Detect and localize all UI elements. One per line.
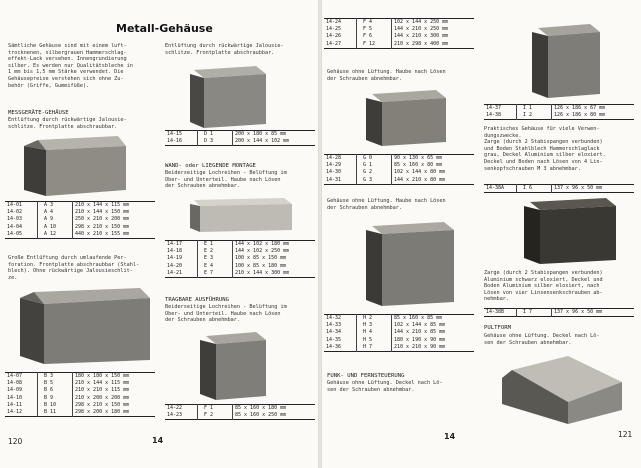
housing-image-f — [196, 330, 272, 402]
article-code: 14-08 — [7, 380, 23, 387]
dimensions: 210 x 144 x 150 mm — [75, 209, 130, 216]
table-row — [324, 33, 474, 40]
intro-text: Sämtliche Gehäuse sind mit einem luft- trocknenen, silbergrauen Hammerschlag- effekt-Lack versehen. Innengrundierung silber. Es werden nur Qualitätsbleche in 1 mm bis 1,5 mm Stärke verwendet. Die Gehäusepreise verstehen sich ohne Zu- behör (Griffe, Gummifüße). — [8, 43, 133, 89]
spec-table-d — [165, 130, 315, 146]
dimensions: 126 x 186 x 67 mm — [554, 105, 606, 111]
article-code: 14-28 — [326, 155, 342, 161]
type-code: E 1 — [198, 241, 233, 249]
table-row — [484, 105, 634, 113]
table-row — [484, 185, 634, 193]
type-code: I 2 — [517, 112, 552, 120]
article-code: 14-21 — [167, 269, 183, 276]
type-code: F 12 — [357, 41, 392, 49]
article-code: 14-04 — [7, 223, 23, 230]
article-code: 14-18 — [167, 248, 183, 255]
table-row — [165, 248, 315, 255]
dimensions: 210 x 298 x 400 mm — [394, 40, 449, 47]
type-code: F 1 — [198, 405, 233, 413]
article-code: 14-26 — [326, 33, 342, 40]
housing-image-b — [10, 286, 160, 366]
spec-table-b — [5, 372, 155, 417]
dimensions: 210 x 144 x 115 mm — [75, 380, 130, 387]
type-code: H 4 — [357, 329, 392, 336]
article-code: 14-05 — [7, 230, 23, 237]
type-code: F 2 — [198, 412, 233, 420]
section-desc-g: Gehäuse ohne Lüftung. Haube nach Lösen der Schrauben abnehmbar. — [327, 69, 446, 82]
type-code: F 4 — [357, 19, 392, 27]
page-number-right: 121 — [618, 430, 633, 439]
table-row — [484, 309, 634, 317]
spec-table-i7 — [484, 308, 634, 317]
housing-image-e — [186, 194, 296, 236]
type-code: D 3 — [198, 138, 233, 146]
type-code: B 10 — [38, 402, 73, 409]
spec-table-f-cont — [324, 18, 474, 49]
table-row — [324, 41, 474, 49]
section-desc-pultform: Gehäuse ohne Lüftung. Deckel nach Lö- sen der Schrauben abnehmbar. — [484, 333, 600, 346]
spec-table-i — [484, 104, 634, 120]
article-code: 14-07 — [7, 373, 23, 379]
table-row — [324, 169, 474, 176]
table-row — [324, 19, 474, 27]
dimensions: 210 x 210 x 115 mm — [75, 387, 130, 394]
section-desc-wand: Beiderseitige Lochreihen - Belüftung im Ober- und Unterteil. Haube nach Lösen der Schrauben abnehmbar. — [165, 170, 287, 190]
table-row — [324, 162, 474, 169]
section-desc-i: Praktisches Gehäuse für viele Verwen- dungszwecke. Zarge (durch 2 Stabispangen verbunden) und Boden Stahlblech Hammerschlaglack grau, Deckel Aluminium silber eloxiert. Deckel und Boden nach Lösen von 4 Lin- senkopfschrauben M 3 abnehmbar. — [484, 126, 606, 172]
section-desc-i7: Zarge (durch 2 Stabispangen verbunden) Aluminium schwarz eloxiert, Deckel und Boden Aluminium silber eloxiert, nach Lösen von vier Linsensenkschrauben ab- nehmbar. — [484, 270, 603, 303]
dimensions: 137 x 96 x 50 mm — [554, 309, 603, 315]
table-row — [5, 387, 155, 394]
article-code: 14-38B — [486, 309, 505, 315]
dimensions: 210 x 210 x 90 mm — [394, 343, 446, 350]
dimensions: 102 x 144 x 250 mm — [394, 19, 449, 25]
dimensions: 144 x 210 x 80 mm — [394, 176, 446, 183]
section-heading-tragbar: TRAGBARE AUSFÜHRUNG — [165, 297, 229, 303]
section-desc-h: Gehäuse ohne Lüftung. Haube nach Lösen der Schrauben abnehmbar. — [327, 198, 446, 211]
table-row — [5, 402, 155, 409]
type-code: H 3 — [357, 322, 392, 329]
type-code: G 2 — [357, 169, 392, 176]
table-row — [5, 202, 155, 210]
article-code: 14-34 — [326, 329, 342, 336]
table-row — [324, 322, 474, 329]
table-row — [165, 412, 315, 420]
section-number-right: 14 — [444, 432, 456, 441]
type-code: B 6 — [38, 387, 73, 394]
article-code: 14-01 — [7, 202, 23, 208]
article-code: 14-29 — [326, 162, 342, 169]
dimensions: 85 x 160 x 85 mm — [394, 315, 443, 321]
dimensions: 180 x 180 x 150 mm — [75, 373, 130, 379]
spec-table-a — [5, 201, 155, 239]
type-code: B 5 — [38, 380, 73, 387]
article-code: 14-03 — [7, 216, 23, 223]
table-row — [324, 329, 474, 336]
dimensions: 144 x 102 x 250 mm — [235, 248, 290, 255]
article-code: 14-35 — [326, 336, 342, 343]
table-row — [5, 216, 155, 223]
article-code: 14-15 — [167, 131, 183, 137]
type-code: E 4 — [198, 263, 233, 270]
spec-table-i6 — [484, 184, 634, 193]
type-code: I 6 — [517, 185, 552, 193]
type-code: A 4 — [38, 209, 73, 216]
type-code: G 1 — [357, 162, 392, 169]
table-row — [165, 270, 315, 278]
housing-image-i — [520, 196, 620, 268]
dimensions: 100 x 85 x 150 mm — [235, 255, 287, 262]
section-heading-funk: FUNK- UND FERNSTEUERUNG — [327, 373, 405, 379]
type-code: F 5 — [357, 26, 392, 33]
article-code: 14-25 — [326, 26, 342, 33]
table-row — [165, 255, 315, 262]
table-row — [5, 224, 155, 231]
article-code: 14-38A — [486, 185, 505, 191]
page-number-left: 120 — [8, 437, 23, 446]
table-row — [165, 138, 315, 146]
left-page — [0, 0, 318, 468]
housing-image-g — [362, 88, 450, 150]
type-code: D 1 — [198, 131, 233, 139]
dimensions: 144 x 210 x 300 mm — [394, 33, 449, 40]
article-code: 14-11 — [7, 401, 23, 408]
table-row — [324, 337, 474, 344]
article-code: 14-09 — [7, 387, 23, 394]
table-row — [165, 405, 315, 413]
dimensions: 85 x 160 x 250 mm — [235, 412, 287, 419]
article-code: 14-33 — [326, 322, 342, 329]
article-code: 14-17 — [167, 241, 183, 247]
article-code: 14-12 — [7, 409, 23, 416]
article-code: 14-36 — [326, 343, 342, 350]
dimensions: 102 x 144 x 80 mm — [394, 169, 446, 176]
dimensions: 210 x 200 x 200 mm — [75, 394, 130, 401]
table-row — [165, 131, 315, 139]
article-code: 14-37 — [486, 105, 502, 111]
spec-table-f — [165, 404, 315, 420]
section-number-left: 14 — [152, 436, 164, 445]
type-code: B 11 — [38, 409, 73, 417]
table-row — [165, 263, 315, 270]
article-code: 14-38 — [486, 112, 502, 119]
type-code: A 3 — [38, 202, 73, 210]
spec-table-g — [324, 154, 474, 185]
type-code: H 7 — [357, 344, 392, 352]
dimensions: 85 x 160 x 80 mm — [394, 162, 443, 169]
type-code: B 9 — [38, 395, 73, 402]
dimensions: 210 x 144 x 300 mm — [235, 269, 290, 276]
table-row — [5, 409, 155, 417]
table-row — [324, 26, 474, 33]
table-row — [324, 315, 474, 323]
section-desc-jalousie: Entlüftung durch rückwärtige Jalousie- schlitze. Frontplatte abschraubbar. — [165, 43, 284, 56]
page-title: Metall-Gehäuse — [116, 22, 213, 35]
dimensions: 126 x 186 x 80 mm — [554, 112, 606, 119]
type-code: I 7 — [517, 309, 552, 317]
article-code: 14-02 — [7, 209, 23, 216]
article-code: 14-32 — [326, 315, 342, 321]
type-code: E 3 — [198, 255, 233, 262]
type-code: G 3 — [357, 177, 392, 185]
housing-image-h — [362, 220, 460, 310]
dimensions: 200 x 180 x 85 mm — [235, 131, 287, 137]
dimensions: 250 x 210 x 200 mm — [75, 216, 130, 223]
table-row — [5, 395, 155, 402]
table-row — [5, 373, 155, 381]
dimensions: 100 x 85 x 180 mm — [235, 262, 287, 269]
dimensions: 298 x 210 x 150 mm — [75, 401, 130, 408]
dimensions: 144 x 102 x 180 mm — [235, 241, 290, 247]
dimensions: 200 x 144 x 102 mm — [235, 138, 290, 145]
table-row — [484, 112, 634, 120]
dimensions: 137 x 96 x 50 mm — [554, 185, 603, 191]
housing-image-d — [186, 62, 272, 130]
article-code: 14-24 — [326, 19, 342, 25]
table-row — [5, 380, 155, 387]
type-code: A 12 — [38, 231, 73, 239]
dimensions: 144 x 210 x 250 mm — [394, 26, 449, 33]
dimensions: 85 x 160 x 180 mm — [235, 405, 287, 411]
section-desc-funk: Gehäuse ohne Lüftung. Deckel nach Lö- sen der Schrauben abnehmbar. — [327, 380, 443, 393]
housing-image-f-large — [528, 22, 604, 100]
right-page — [322, 0, 641, 468]
article-code: 14-19 — [167, 255, 183, 262]
dimensions: 144 x 210 x 85 mm — [394, 329, 446, 336]
type-code: F 6 — [357, 33, 392, 40]
article-code: 14-20 — [167, 262, 183, 269]
section-desc-tragbar: Beiderseitige Lochreihen - Belüftung im Ober- und Unterteil. Haube nach Lösen der Schrauben abnehmbar. — [165, 304, 287, 324]
type-code: B 3 — [38, 373, 73, 381]
dimensions: 180 x 190 x 90 mm — [394, 336, 446, 343]
table-row — [324, 155, 474, 163]
dimensions: 210 x 144 x 115 mm — [75, 202, 130, 208]
section-heading-pultform: PULTFORM — [484, 325, 511, 331]
dimensions: 90 x 130 x 65 mm — [394, 155, 443, 161]
article-code: 14-27 — [326, 40, 342, 47]
article-code: 14-10 — [7, 394, 23, 401]
section-heading-wand: WAND- oder LIEGENDE MONTAGE — [165, 163, 256, 169]
type-code: H 2 — [357, 315, 392, 323]
table-row — [5, 231, 155, 239]
housing-image-a — [18, 134, 128, 200]
section-heading-messgeraete: MESSGERÄTE-GEHÄUSE — [8, 110, 69, 116]
type-code: G 0 — [357, 155, 392, 163]
article-code: 14-16 — [167, 138, 183, 145]
table-row — [324, 344, 474, 352]
type-code: A 10 — [38, 224, 73, 231]
section-desc-perforation: Große Entlüftung durch umlaufende Per- foration. Frontplatte abschraubbar (Stahl- blech). Ohne rückwärtige Jalousieschlit- ze. — [8, 255, 140, 281]
type-code: A 9 — [38, 216, 73, 223]
article-code: 14-23 — [167, 412, 183, 419]
dimensions: 440 x 210 x 155 mm — [75, 230, 130, 237]
dimensions: 298 x 200 x 180 mm — [75, 409, 130, 416]
housing-image-pultform — [498, 352, 628, 428]
type-code: I 1 — [517, 105, 552, 113]
type-code: E 7 — [198, 270, 233, 278]
article-code: 14-22 — [167, 405, 183, 411]
table-row — [5, 209, 155, 216]
article-code: 14-31 — [326, 176, 342, 183]
type-code: E 2 — [198, 248, 233, 255]
article-code: 14-30 — [326, 169, 342, 176]
table-row — [165, 241, 315, 249]
dimensions: 102 x 144 x 85 mm — [394, 322, 446, 329]
dimensions: 298 x 210 x 150 mm — [75, 223, 130, 230]
spec-table-h — [324, 314, 474, 352]
spec-table-e — [165, 240, 315, 278]
section-desc-messgeraete: Entlüftung durch rückwärtige Jalousie- schlitze. Frontplatte abschraubbar. — [8, 117, 127, 130]
type-code: H 5 — [357, 337, 392, 344]
table-row — [324, 177, 474, 185]
